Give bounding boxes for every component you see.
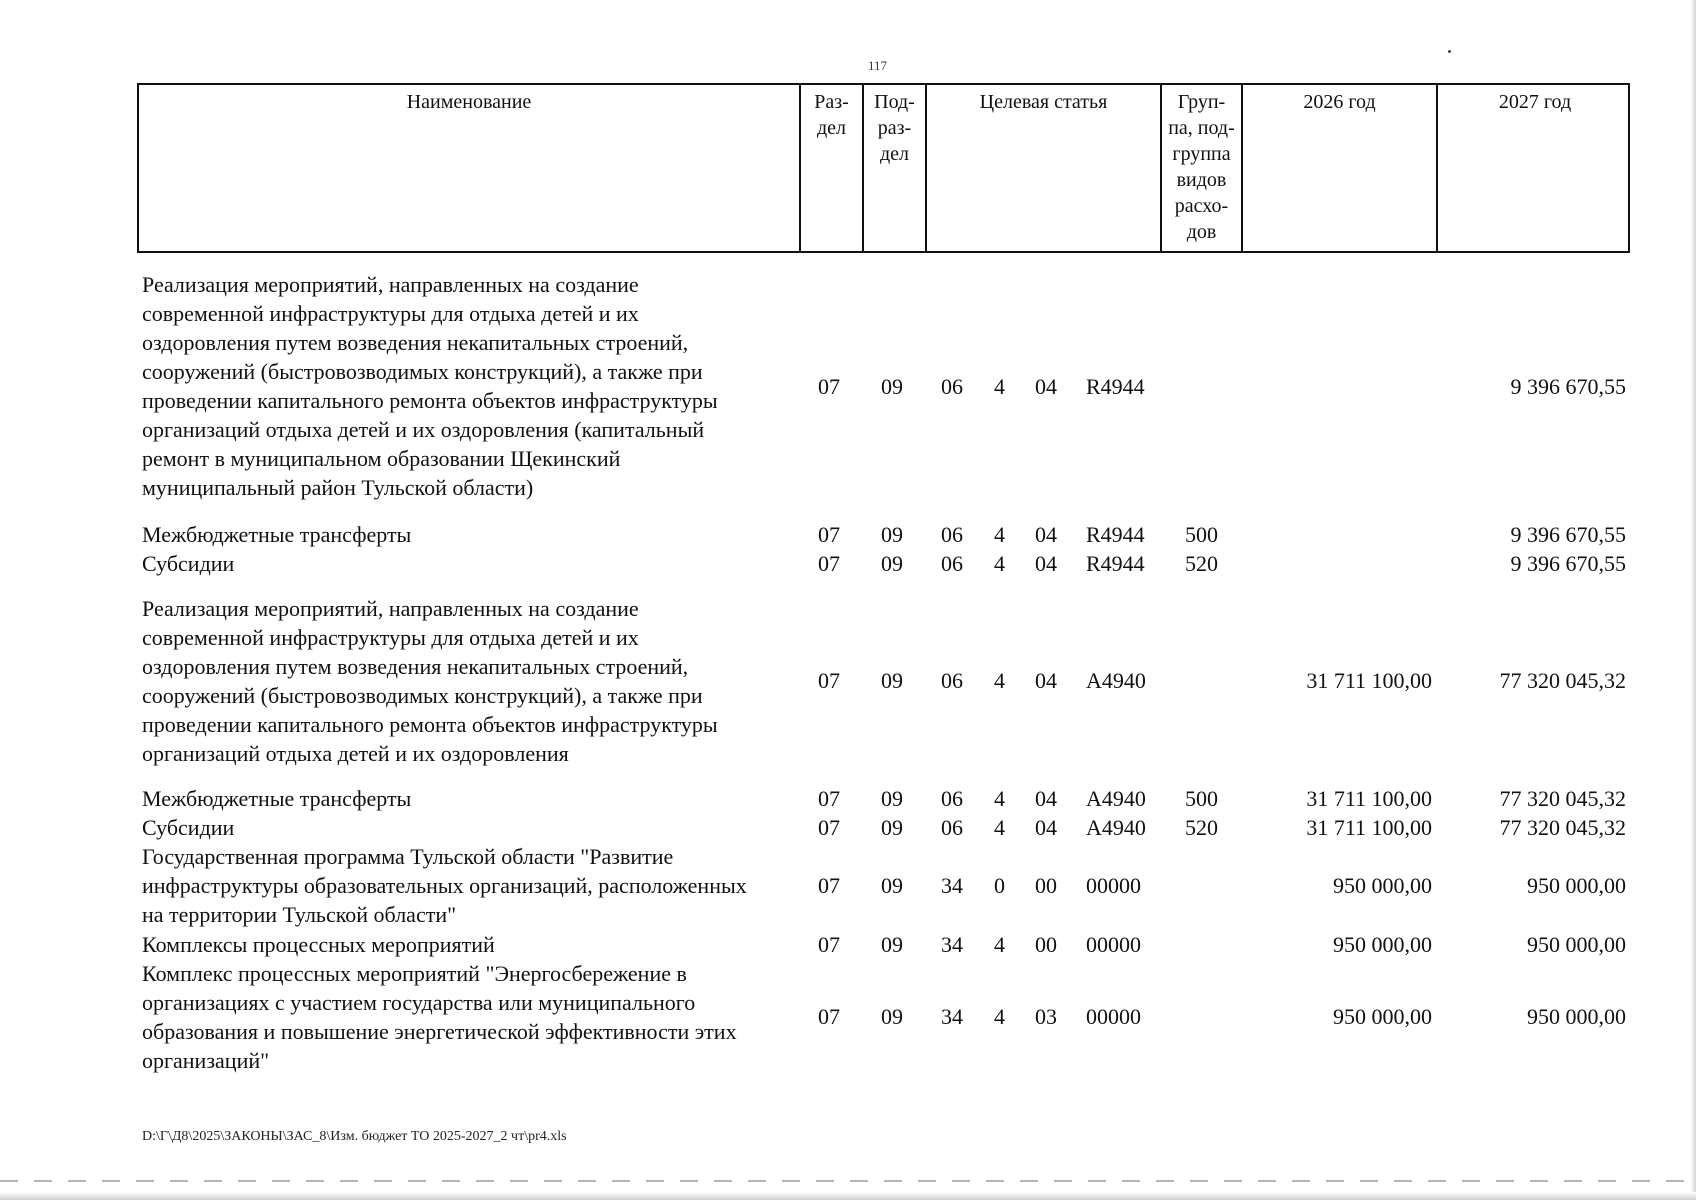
row-name: Государственная программа Тульской области "Развитие инфраструктуры образовательных организаций, расположенных на территории Тульской области"	[142, 844, 747, 927]
row-target-program: 06	[941, 815, 963, 840]
row-2027: 77 320 045,32	[1499, 668, 1626, 693]
row-target-type: 4	[994, 522, 1005, 547]
row-target-complex: 04	[1035, 815, 1057, 840]
scan-dot	[1448, 50, 1451, 53]
row-target-program: 06	[941, 374, 963, 399]
row-name: Комплексы процессных мероприятий	[142, 932, 495, 957]
header-target-label: Целевая статья	[979, 91, 1108, 113]
row-2026: 950 000,00	[1333, 1004, 1432, 1029]
row-razdel: 07	[818, 522, 840, 547]
row-2027: 950 000,00	[1527, 932, 1626, 957]
row-2027: 950 000,00	[1527, 1004, 1626, 1029]
row-razdel: 07	[818, 786, 840, 811]
row-2027: 950 000,00	[1527, 873, 1626, 898]
header-target	[927, 85, 1162, 251]
header-podrazdel	[864, 85, 927, 251]
header-name-label: Наименование	[406, 91, 532, 113]
row-name: Межбюджетные трансферты	[142, 522, 412, 547]
row-target-program: 06	[941, 668, 963, 693]
row-target-complex: 04	[1035, 374, 1057, 399]
row-group: 520	[1185, 815, 1218, 840]
header-razdel-label: Раз- дел	[814, 91, 849, 139]
row-target-complex: 00	[1035, 932, 1057, 957]
row-podrazdel: 09	[881, 815, 903, 840]
row-podrazdel: 09	[881, 522, 903, 547]
row-podrazdel: 09	[881, 374, 903, 399]
row-razdel: 07	[818, 873, 840, 898]
header-name	[139, 85, 801, 251]
row-group: 500	[1185, 522, 1218, 547]
row-name: Реализация мероприятий, направленных на создание современной инфраструктуры для отдыха детей и их оздоровления путем возведения некапитальных строений, сооружений (быстровозводимых конструкций), а также при проведении капитального ремонта объектов инфраструктуры организаций отдыха детей и их оздоровления (капитальный ремонт в муниципальном образовании Щекинский муниципальный район Тульской области)	[142, 272, 718, 500]
scan-edge-right	[1690, 0, 1696, 1200]
table-header	[137, 83, 1630, 253]
header-2027	[1438, 85, 1632, 251]
scan-edge-bottom	[0, 1192, 1696, 1200]
row-target-complex: 04	[1035, 551, 1057, 576]
row-target-complex: 04	[1035, 668, 1057, 693]
row-target-complex: 04	[1035, 522, 1057, 547]
row-podrazdel: 09	[881, 932, 903, 957]
header-razdel	[801, 85, 864, 251]
row-2027: 9 396 670,55	[1510, 374, 1626, 399]
row-podrazdel: 09	[881, 1004, 903, 1029]
row-target-program: 34	[941, 873, 963, 898]
page-number: 117	[868, 58, 888, 73]
row-name: Субсидии	[142, 551, 235, 576]
row-podrazdel: 09	[881, 551, 903, 576]
row-razdel: 07	[818, 932, 840, 957]
header-group-label: Груп- па, под- группа видов расхо- дов	[1168, 91, 1235, 243]
row-2027: 77 320 045,32	[1499, 815, 1626, 840]
row-target-program: 34	[941, 1004, 963, 1029]
row-target-type: 4	[994, 815, 1005, 840]
row-podrazdel: 09	[881, 786, 903, 811]
row-2026: 31 711 100,00	[1306, 815, 1432, 840]
row-target-program: 34	[941, 932, 963, 957]
row-target-code: A4940	[1086, 815, 1146, 840]
row-2027: 9 396 670,55	[1510, 551, 1626, 576]
row-target-complex: 04	[1035, 786, 1057, 811]
header-podrazdel-label: Под- раз- дел	[874, 91, 915, 165]
row-name: Межбюджетные трансферты	[142, 786, 412, 811]
row-target-code: 00000	[1086, 873, 1141, 898]
row-razdel: 07	[818, 815, 840, 840]
row-target-type: 4	[994, 932, 1005, 957]
row-podrazdel: 09	[881, 873, 903, 898]
row-target-type: 4	[994, 786, 1005, 811]
row-2027: 9 396 670,55	[1510, 522, 1626, 547]
row-target-type: 4	[994, 551, 1005, 576]
row-target-code: A4940	[1086, 668, 1146, 693]
row-target-program: 06	[941, 786, 963, 811]
row-target-code: R4944	[1086, 522, 1145, 547]
row-2026: 950 000,00	[1333, 873, 1432, 898]
row-target-code: 00000	[1086, 1004, 1141, 1029]
row-target-program: 06	[941, 551, 963, 576]
row-target-type: 4	[994, 1004, 1005, 1029]
header-2026-label: 2026 год	[1303, 91, 1376, 113]
row-target-code: 00000	[1086, 932, 1141, 957]
row-target-code: R4944	[1086, 374, 1145, 399]
row-name: Субсидии	[142, 815, 235, 840]
row-razdel: 07	[818, 668, 840, 693]
scan-artifact-line	[0, 1180, 1696, 1182]
row-name: Реализация мероприятий, направленных на создание современной инфраструктуры для отдыха детей и их оздоровления путем возведения некапитальных строений, сооружений (быстровозводимых конструкций), а также при проведении капитального ремонта объектов инфраструктуры организаций отдыха детей и их оздоровления	[142, 596, 718, 766]
header-2027-label: 2027 год	[1498, 91, 1572, 113]
row-podrazdel: 09	[881, 668, 903, 693]
row-razdel: 07	[818, 1004, 840, 1029]
row-target-complex: 00	[1035, 873, 1057, 898]
row-target-type: 4	[994, 374, 1005, 399]
row-2026: 31 711 100,00	[1306, 668, 1432, 693]
row-2027: 77 320 045,32	[1499, 786, 1626, 811]
row-razdel: 07	[818, 374, 840, 399]
row-name: Комплекс процессных мероприятий "Энергосбережение в организациях с участием государства или муниципального образования и повышение энергетической эффективности этих организаций"	[142, 961, 737, 1073]
row-target-program: 06	[941, 522, 963, 547]
row-target-code: R4944	[1086, 551, 1145, 576]
header-group	[1162, 85, 1243, 251]
row-target-code: A4940	[1086, 786, 1146, 811]
row-group: 520	[1185, 551, 1218, 576]
row-target-type: 0	[994, 873, 1005, 898]
row-target-type: 4	[994, 668, 1005, 693]
footer-file-path: D:\Г\Д8\2025\ЗАКОНЫ\ЗАС_8\Изм. бюджет ТО 2025-2027_2 чт\pr4.xls	[142, 1129, 567, 1144]
row-2026: 31 711 100,00	[1306, 786, 1432, 811]
row-target-complex: 03	[1035, 1004, 1057, 1029]
row-group: 500	[1185, 786, 1218, 811]
row-razdel: 07	[818, 551, 840, 576]
header-2026	[1243, 85, 1438, 251]
row-2026: 950 000,00	[1333, 932, 1432, 957]
